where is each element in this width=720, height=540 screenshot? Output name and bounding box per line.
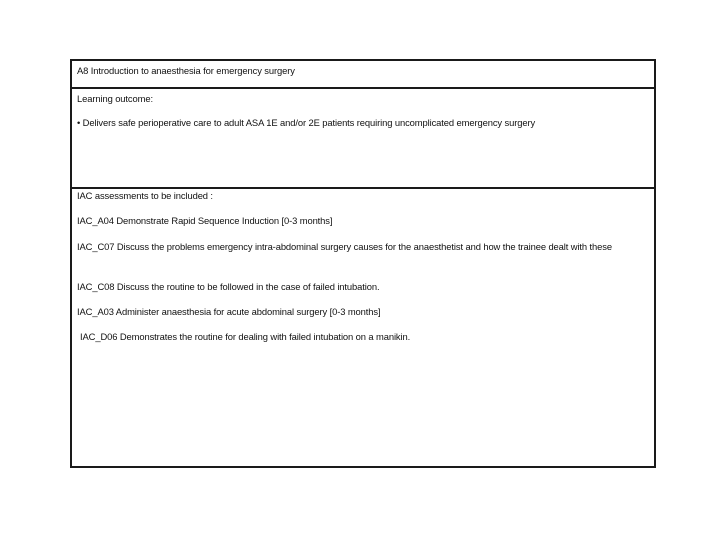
assessments-row (72, 189, 654, 466)
assessment-item: IAC_A03 Administer anaesthesia for acute abdominal surgery [0-3 months] (77, 306, 381, 317)
learning-outcome-heading: Learning outcome: (77, 93, 153, 104)
assessments-heading: IAC assessments to be included : (77, 190, 213, 201)
assessment-item: IAC_C08 Discuss the routine to be followed in the case of failed intubation. (77, 281, 380, 292)
assessment-item: IAC_C07 Discuss the problems emergency intra-abdominal surgery causes for the anaesthetist and how the trainee dealt with these (77, 241, 612, 252)
learning-outcome-row (72, 89, 654, 189)
assessment-item: IAC_A04 Demonstrate Rapid Sequence Induction [0-3 months] (77, 215, 333, 226)
section-title: A8 Introduction to anaesthesia for emergency surgery (77, 65, 295, 76)
assessment-item: IAC_D06 Demonstrates the routine for dealing with failed intubation on a manikin. (80, 331, 411, 342)
learning-outcome-bullet: • Delivers safe perioperative care to adult ASA 1E and/or 2E patients requiring uncomplicated emergency surgery (77, 117, 536, 128)
curriculum-table (70, 59, 656, 468)
title-row (72, 61, 654, 89)
